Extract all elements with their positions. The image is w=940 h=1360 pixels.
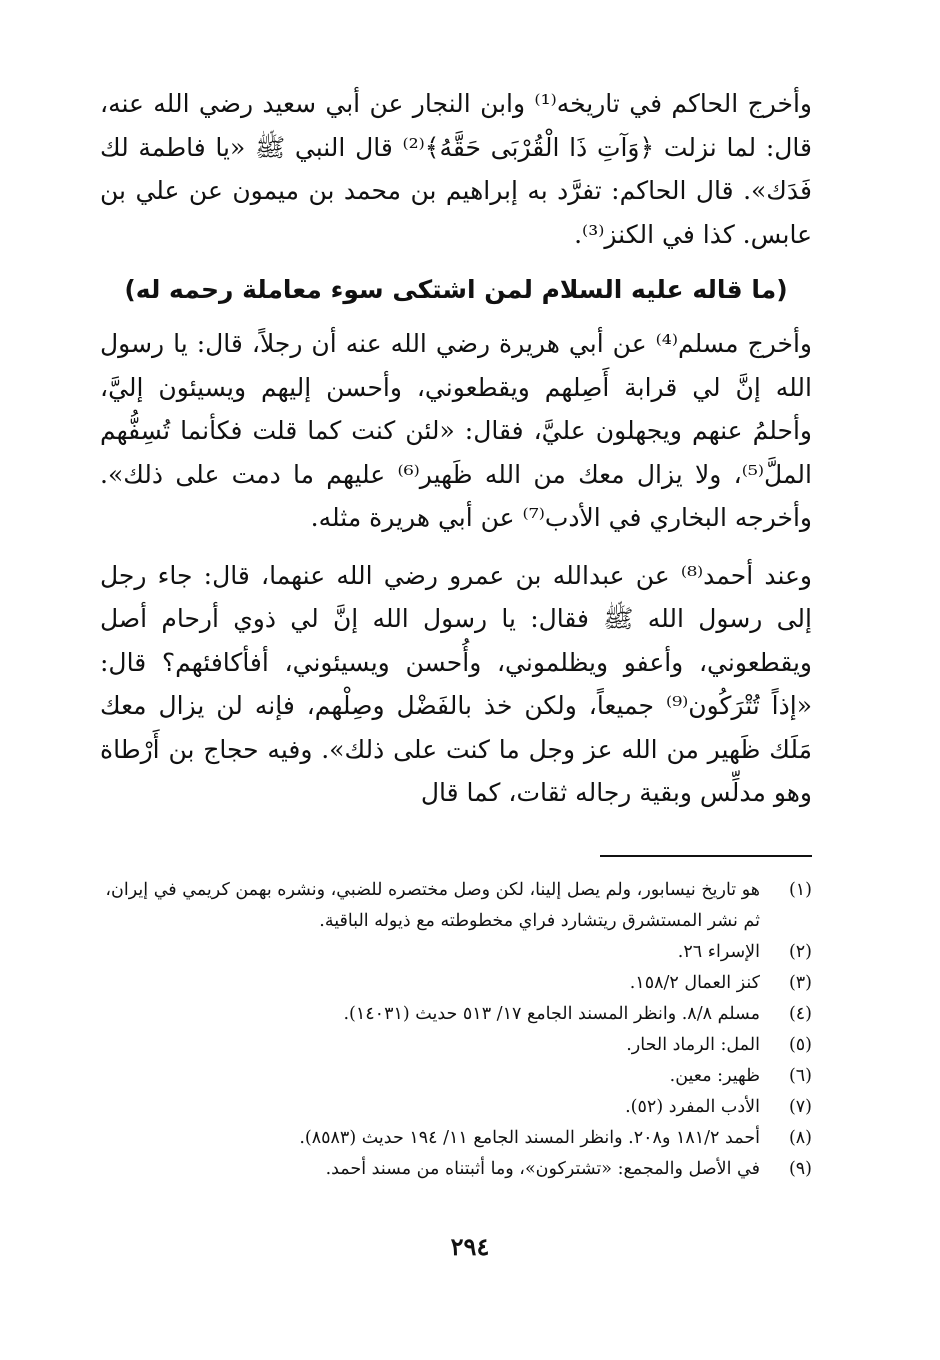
footnote-item (100, 1092, 812, 1123)
footnote-number: (٢) (788, 941, 812, 962)
footnote-text: في الأصل والمجمع: «تشتركون»، وما أثبتناه من مسند أحمد. (325, 1158, 760, 1179)
footnote-number: (٧) (788, 1096, 812, 1117)
section-heading: (ما قاله عليه السلام لمن اشتكى سوء معاملة رحمه له) (124, 275, 788, 304)
footnote-item (100, 1030, 812, 1061)
footnote-number: (٦) (788, 1065, 812, 1086)
footnote-number: (٩) (788, 1158, 812, 1179)
footnote-number: (٤) (788, 1003, 812, 1024)
footnote-item (100, 1061, 812, 1092)
footnote-item (100, 1123, 812, 1154)
paragraph-1: وأخرج الحاكم في تاريخه⁽¹⁾ وابن النجار عن أبي سعيد رضي الله عنه، قال: لما نزلت ﴿وَآتِ ذَا الْقُرْبَى حَقَّهُ﴾⁽²⁾ قال النبي ﷺ «يا فاطمة لك فَدَك». قال الحاكم: تفرَّد به إبراهيم بن محمد بن ميمون عن علي بن عابس. كذا في الكنز⁽³⁾. (100, 89, 812, 249)
paragraph-3: وعند أحمد⁽⁸⁾ عن عبدالله بن عمرو رضي الله عنهما، قال: جاء رجل إلى رسول الله ﷺ فقال: يا رسول الله إنَّ لي ذوي أرحام أصل ويقطعوني، وأعفو ويظلموني، وأُحسن ويسيئوني، أفأكافئهم؟ قال: «إذاً تُتْرَكُون⁽⁹⁾ جميعاً، ولكن خذ بالفَضْل وصِلْهم، فإنه لن يزال معك مَلَك ظَهير من الله عز وجل ما كنت على ذلك». وفيه حجاج بن أَرْطاة وهو مدلِّس وبقية رجاله ثقات، كما قال (100, 560, 812, 807)
paragraph-2: وأخرج مسلم⁽⁴⁾ عن أبي هريرة رضي الله عنه أن رجلاً، قال: يا رسول الله إنَّ لي قرابة أَصِلهم ويقطعوني، وأحسن إليهم ويسيئون إليَّ، وأحلمُ عنهم ويجهلون عليَّ، فقال: «لئن كنت كما قلت فكأنما تُسِفُّهم الملَّ⁽⁵⁾، ولا يزال معك من الله ظَهير⁽⁶⁾ عليهم ما دمت على ذلك». وأخرجه البخاري في الأدب⁽⁷⁾ عن أبي هريرة مثله. (100, 329, 812, 532)
footnote-text: مسلم ٨/٨. وانظر المسند الجامع ١٧/ ٥١٣ حديث (١٤٠٣١). (343, 1003, 760, 1024)
footnote-number: (٣) (788, 972, 812, 993)
footnote-number: (١) (788, 879, 812, 900)
footnote-item (100, 875, 812, 937)
footnote-text: الأدب المفرد (٥٢). (625, 1096, 760, 1117)
footnote-text: الإسراء ٢٦. (677, 941, 760, 962)
footnote-item (100, 937, 812, 968)
footnote-divider (600, 855, 812, 857)
footnote-number: (٨) (788, 1127, 812, 1148)
footnote-number: (٥) (788, 1034, 812, 1055)
footnote-item (100, 999, 812, 1030)
footnotes (100, 875, 812, 1185)
footnote-item (100, 968, 812, 999)
footnote-item (100, 1154, 812, 1185)
footnote-text: كنز العمال ١٥٨/٢. (629, 972, 760, 993)
footnote-text: ظهير: معين. (669, 1065, 760, 1086)
page-number: ٢٩٤ (450, 1232, 490, 1261)
footnote-text: المل: الرماد الحار. (626, 1034, 760, 1055)
page-content (100, 82, 812, 1312)
footnote-text: هو تاريخ نيسابور، ولم يصل إلينا، لكن وصل مختصره للضبي، ونشره بهمن كريمي في إيران، ثم نشر المستشرق ريتشارد فراي مخطوطته مع ذيوله الباقية. (105, 879, 760, 931)
footnote-text: أحمد ١٨١/٢ و٢٠٨. وانظر المسند الجامع ١١/ ١٩٤ حديث (٨٥٨٣). (299, 1127, 760, 1148)
